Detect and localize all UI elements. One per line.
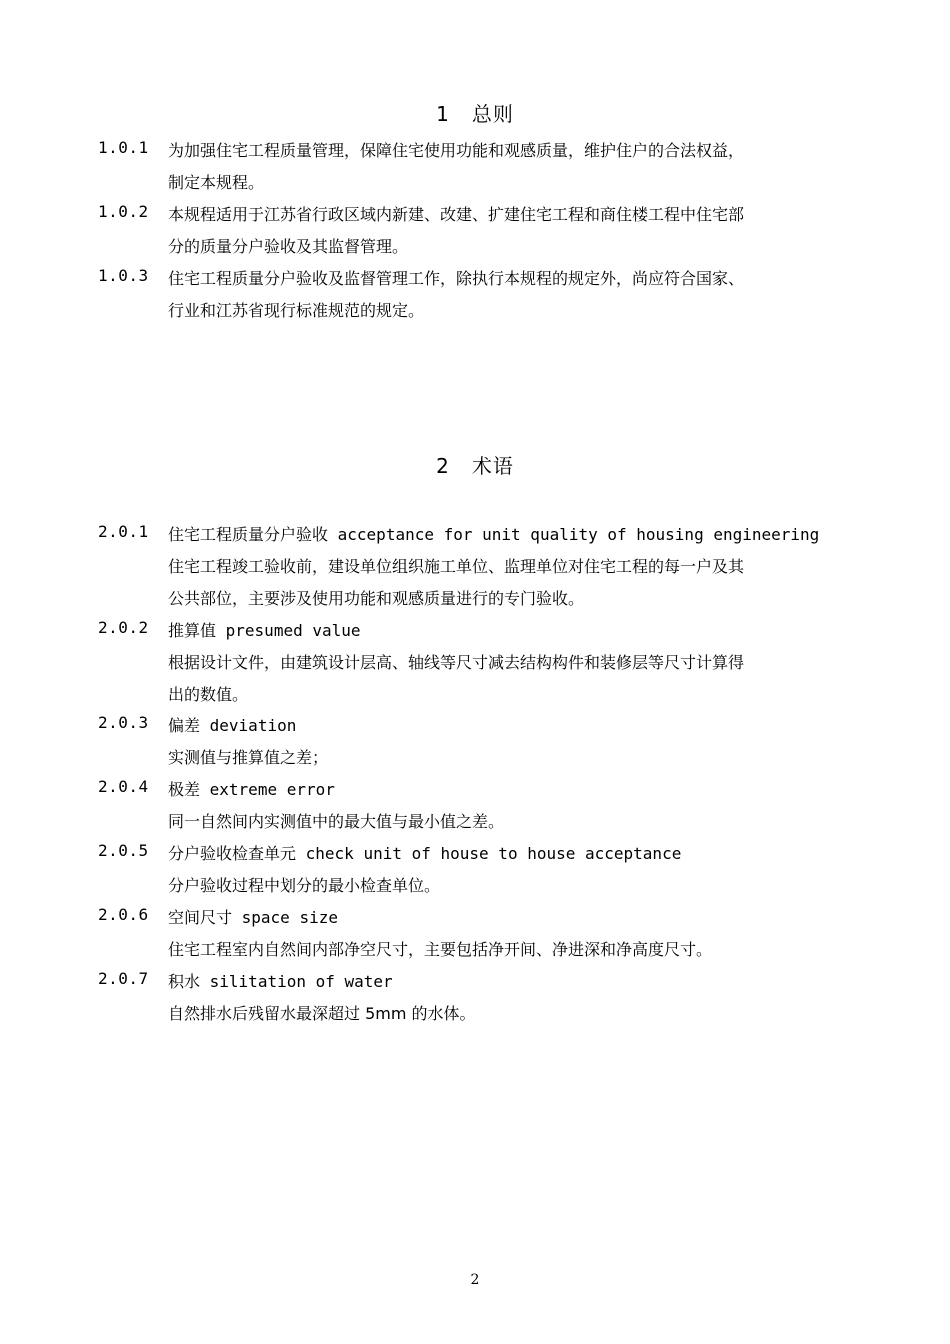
term-chinese: 空间尺寸 bbox=[168, 908, 233, 927]
clause-text: 行业和江苏省现行标准规范的规定。 bbox=[168, 301, 425, 320]
clause-text: 制定本规程。 bbox=[168, 173, 265, 192]
term-english: presumed value bbox=[216, 621, 361, 640]
clause-text: 本规程适用于江苏省行政区域内新建、改建、扩建住宅工程和商住楼工程中住宅部 bbox=[168, 205, 745, 224]
term-title bbox=[168, 713, 858, 736]
term-number: 2.0.1 bbox=[98, 522, 149, 541]
term-title bbox=[168, 777, 858, 800]
clause-text: 住宅工程质量分户验收及监督管理工作，除执行本规程的规定外，尚应符合国家、 bbox=[168, 269, 745, 288]
section-1-heading: 1 总则 bbox=[436, 102, 514, 126]
term-chinese: 推算值 bbox=[168, 621, 217, 640]
term-definition: 住宅工程竣工验收前，建设单位组织施工单位、监理单位对住宅工程的每一户及其 bbox=[168, 557, 745, 576]
term-chinese: 分户验收检查单元 bbox=[168, 844, 297, 863]
term-definition: 同一自然间内实测值中的最大值与最小值之差。 bbox=[168, 812, 505, 831]
clause-text: 为加强住宅工程质量管理，保障住宅使用功能和观感质量，维护住户的合法权益， bbox=[168, 141, 745, 160]
term-chinese: 极差 bbox=[168, 780, 201, 799]
term-definition: 根据设计文件，由建筑设计层高、轴线等尺寸减去结构构件和装修层等尺寸计算得 bbox=[168, 653, 745, 672]
term-number: 2.0.3 bbox=[98, 713, 149, 732]
clause-number: 1.0.2 bbox=[98, 202, 149, 221]
term-chinese: 积水 bbox=[168, 972, 201, 991]
term-number: 2.0.5 bbox=[98, 841, 149, 860]
page-number: 2 bbox=[470, 1272, 480, 1288]
term-english: extreme error bbox=[200, 780, 335, 799]
section-2-heading: 2 术语 bbox=[436, 454, 514, 478]
term-definition: 出的数值。 bbox=[168, 685, 249, 704]
term-number: 2.0.7 bbox=[98, 969, 149, 988]
term-definition: 公共部位，主要涉及使用功能和观感质量进行的专门验收。 bbox=[168, 589, 585, 608]
term-number: 2.0.2 bbox=[98, 618, 149, 637]
term-english: space size bbox=[232, 908, 338, 927]
term-english: deviation bbox=[200, 716, 297, 735]
term-chinese: 偏差 bbox=[168, 716, 201, 735]
term-number: 2.0.6 bbox=[98, 905, 149, 924]
term-chinese: 住宅工程质量分户验收 bbox=[168, 525, 329, 544]
term-definition: 分户验收过程中划分的最小检查单位。 bbox=[168, 876, 441, 895]
clause-text: 分的质量分户验收及其监督管理。 bbox=[168, 237, 409, 256]
clause-number: 1.0.3 bbox=[98, 266, 149, 285]
term-title bbox=[168, 969, 858, 992]
term-definition: 自然排水后残留水最深超过 5mm 的水体。 bbox=[168, 1004, 476, 1023]
clause-number: 1.0.1 bbox=[98, 138, 149, 157]
term-english: silitation of water bbox=[200, 972, 393, 991]
term-title bbox=[168, 522, 858, 545]
term-definition: 住宅工程室内自然间内部净空尺寸，主要包括净开间、净进深和净高度尺寸。 bbox=[168, 940, 713, 959]
term-title bbox=[168, 905, 858, 928]
term-english: acceptance for unit quality of housing engineering bbox=[328, 525, 820, 544]
term-title bbox=[168, 618, 858, 641]
term-number: 2.0.4 bbox=[98, 777, 149, 796]
term-title bbox=[168, 841, 858, 864]
term-english: check unit of house to house acceptance bbox=[296, 844, 682, 863]
term-definition: 实测值与推算值之差； bbox=[168, 748, 329, 767]
